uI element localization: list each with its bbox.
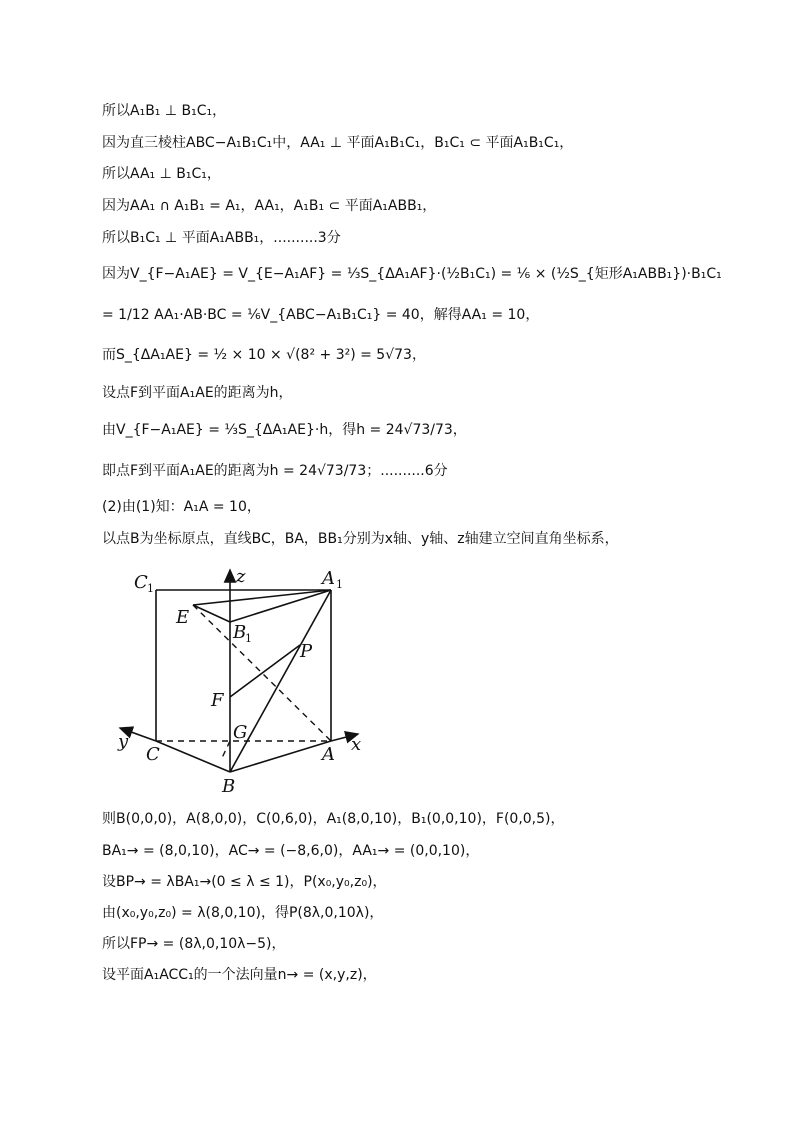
dashed-g-b	[221, 741, 230, 760]
text-line-15: BA₁→ = (8,0,10)，AC→ = (−8,6,0)，AA₁→ = (0,0,10)，	[102, 843, 480, 859]
label-c: C	[146, 744, 160, 765]
text-line-8: 而S_{ΔA₁AE} = ½ × 10 × √(8² + 3²) = 5√73，	[102, 347, 426, 363]
text-line-14: 则B(0,0,0)，A(8,0,0)，C(0,6,0)，A₁(8,0,10)，B₁(0,0,10)，F(0,0,5)，	[102, 811, 565, 827]
text-line-10: 由V_{F−A₁AE} = ⅓S_{ΔA₁AE}·h，得h = 24√73/73，	[102, 422, 467, 438]
label-c1-sub: 1	[147, 582, 154, 595]
text-line-2: 因为直三棱柱ABC−A₁B₁C₁中，AA₁ ⊥ 平面A₁B₁C₁，B₁C₁ ⊂ 平面A₁B₁C₁，	[102, 135, 574, 151]
label-f: F	[211, 690, 224, 711]
text-line-7: = 1/12 AA₁·AB·BC = ⅙V_{ABC−A₁B₁C₁} = 40，解得AA₁ = 10，	[102, 307, 540, 323]
label-a1: A	[322, 568, 335, 589]
text-line-9: 设点F到平面A₁AE的距离为h，	[102, 385, 293, 401]
text-line-19: 设平面A₁ACC₁的一个法向量n→ = (x,y,z)，	[102, 967, 377, 983]
label-a: A	[322, 744, 335, 765]
text-line-12: (2)由(1)知：A₁A = 10，	[102, 499, 261, 515]
segment-f-p	[230, 645, 300, 697]
edge-e-b1	[193, 605, 230, 622]
label-c1: C	[134, 572, 148, 593]
label-x: x	[351, 734, 362, 755]
text-line-13: 以点B为坐标原点，直线BC，BA，BB₁分别为x轴、y轴、z轴建立空间直角坐标系，	[102, 531, 619, 547]
text-line-11: 即点F到平面A₁AE的距离为h = 24√73/73；..........6分	[102, 463, 448, 479]
text-line-16: 设BP→ = λBA₁→(0 ≤ λ ≤ 1)，P(x₀,y₀,z₀)，	[102, 874, 387, 890]
label-e: E	[176, 607, 190, 628]
label-y: y	[118, 731, 129, 752]
edge-c-b	[156, 741, 230, 772]
text-line-5: 所以B₁C₁ ⊥ 平面A₁ABB₁，..........3分	[102, 230, 341, 246]
label-b1: B	[233, 622, 247, 643]
label-p: P	[300, 641, 313, 662]
prism-diagram	[108, 560, 378, 800]
edge-e-a1	[193, 590, 331, 605]
text-line-1: 所以A₁B₁ ⊥ B₁C₁，	[102, 103, 227, 119]
label-b1-sub: 1	[245, 632, 252, 645]
prism-figure	[108, 560, 378, 800]
label-a1-sub: 1	[336, 578, 343, 591]
text-line-17: 由(x₀,y₀,z₀) = λ(8,0,10)，得P(8λ,0,10λ)，	[102, 905, 384, 921]
label-b: B	[222, 776, 236, 797]
text-line-6: 因为V_{F−A₁AE} = V_{E−A₁AF} = ⅓S_{ΔA₁AF}·(½B₁C₁) = ⅙ × (½S_{矩形A₁ABB₁})·B₁C₁	[102, 266, 722, 282]
label-g: G	[233, 722, 248, 743]
text-line-18: 所以FP→ = (8λ,0,10λ−5)，	[102, 936, 286, 952]
text-line-4: 因为AA₁ ∩ A₁B₁ = A₁，AA₁，A₁B₁ ⊂ 平面A₁ABB₁，	[102, 198, 437, 214]
label-z: z	[236, 566, 246, 587]
text-line-3: 所以AA₁ ⊥ B₁C₁，	[102, 166, 221, 182]
